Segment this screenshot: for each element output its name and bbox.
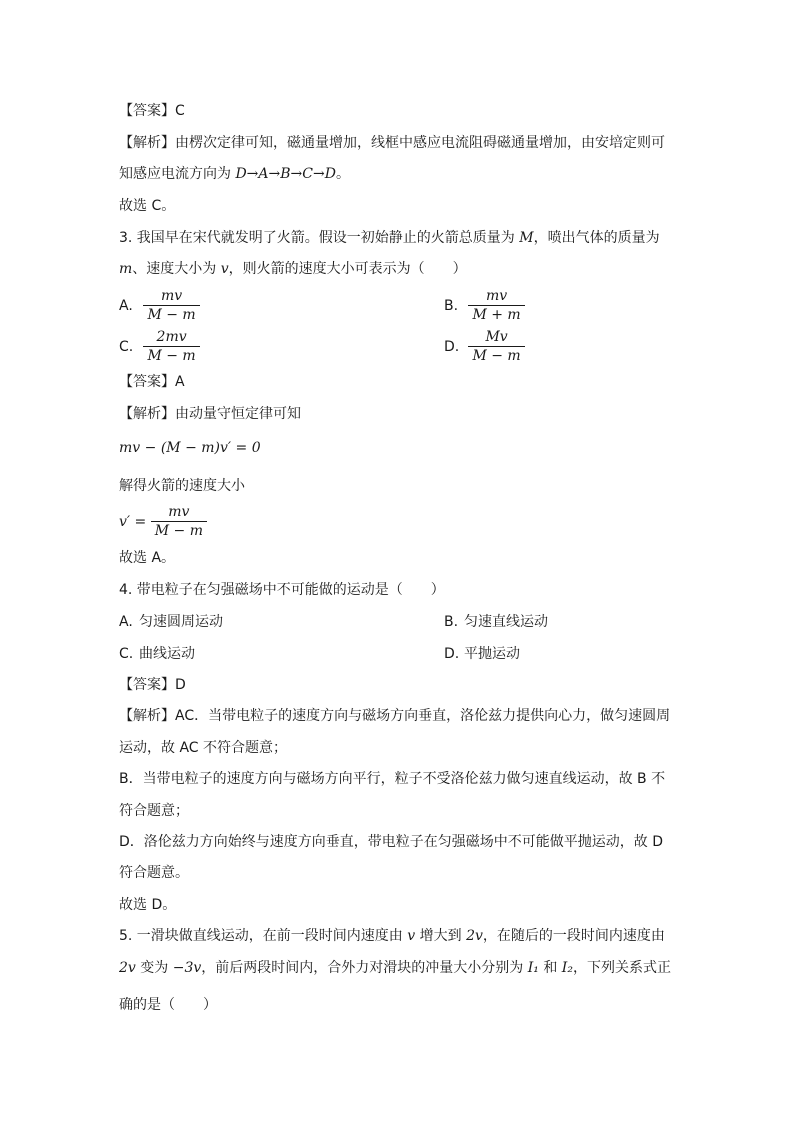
analysis-text: 由动量守恒定律可知 <box>175 406 301 422</box>
option-label: C. <box>119 646 134 662</box>
q4-option-b <box>444 611 548 631</box>
numerator: mv <box>168 504 190 520</box>
q3-option-a <box>119 288 200 324</box>
q3-text: 、速度大小为 <box>132 261 221 277</box>
q3-result <box>119 504 207 540</box>
q5-var-2v: 2v <box>119 960 136 976</box>
q4-analysis-line-1 <box>119 706 670 726</box>
q4-answer-line <box>119 675 186 695</box>
analysis-label: 【解析】 <box>119 708 175 724</box>
q3-option-d <box>444 329 525 365</box>
q5-stem-line-3: 确的是（ ） <box>119 997 217 1013</box>
q3-option-b <box>444 288 525 324</box>
numerator: Mv <box>485 329 508 345</box>
analysis-line-1 <box>119 133 665 153</box>
q3-stem-line-1 <box>119 228 660 248</box>
denominator: M + m <box>468 305 524 324</box>
option-text: 平抛运动 <box>464 646 520 662</box>
q5-text: 5. 一滑块做直线运动，在前一段时间内速度由 <box>119 928 408 944</box>
q5-text: ，下列关系式正 <box>572 960 671 976</box>
q5-text: 增大到 <box>415 928 467 944</box>
denominator: M − m <box>468 346 524 365</box>
option-label: D. <box>444 646 460 662</box>
numerator: mv <box>485 288 508 304</box>
q5-var-v: v <box>407 928 416 944</box>
analysis-text: 由楞次定律可知，磁通量增加，线框中感应电流阻碍磁通量增加，由安培定则可 <box>175 135 665 151</box>
fraction <box>151 504 207 540</box>
answer-value: C <box>175 103 185 119</box>
denominator: M − m <box>143 305 199 324</box>
q5-stem-line-2 <box>119 958 671 978</box>
analysis-text: AC．当带电粒子的速度方向与磁场方向垂直，洛伦兹力提供向心力，做匀速圆周 <box>175 708 671 724</box>
q5-var-2v: 2v <box>466 928 483 944</box>
q4-conclusion: 故选 D。 <box>119 897 177 913</box>
q5-var-I2: I₂ <box>561 960 573 976</box>
option-text: 曲线运动 <box>139 646 195 662</box>
q3-stem-line-2 <box>119 259 467 279</box>
numerator: 2mv <box>156 329 187 345</box>
q5-var-minus-3v: −3v <box>172 960 202 976</box>
q3-solve-text: 解得火箭的速度大小 <box>119 478 245 494</box>
q3-text: ，喷出气体的质量为 <box>533 230 660 246</box>
option-label: B. <box>444 614 459 630</box>
q4-analysis-line-2: 运动，故 AC 不符合题意； <box>119 740 288 756</box>
result-lhs: v′ = <box>119 514 147 530</box>
option-label: C. <box>119 339 134 355</box>
q3-var-M: M <box>519 230 534 246</box>
q3-var-v: v <box>220 261 229 277</box>
q5-text: 变为 <box>135 960 173 976</box>
q3-text: 3. 我国早在宋代就发明了火箭。假设一初始静止的火箭总质量为 <box>119 230 520 246</box>
q5-text: 和 <box>538 960 562 976</box>
q3-var-m: m <box>119 261 133 277</box>
option-text: 匀速圆周运动 <box>139 614 223 630</box>
denominator: M − m <box>143 346 199 365</box>
analysis-label: 【解析】 <box>119 406 175 422</box>
q5-text: ，在随后的一段时间内速度由 <box>482 928 665 944</box>
option-label: A. <box>119 298 133 314</box>
answer-label: 【答案】 <box>119 374 175 390</box>
analysis-text: 知感应电流方向为 <box>119 166 236 182</box>
q4-stem: 4. 带电粒子在匀强磁场中不可能做的运动是（ ） <box>119 582 445 598</box>
q4-option-c <box>119 643 195 663</box>
q3-conclusion: 故选 A。 <box>119 550 176 566</box>
denominator: M − m <box>151 521 207 540</box>
answer-line <box>119 101 185 121</box>
option-label: A. <box>119 614 133 630</box>
option-label: B. <box>444 298 459 314</box>
analysis-text-end: 。 <box>335 166 350 182</box>
q4-option-a <box>119 611 223 631</box>
current-path: D→A→B→C→D <box>235 166 336 182</box>
q4-analysis-line-5: D．洛伦兹力方向始终与速度方向垂直，带电粒子在匀强磁场中不可能做平抛运动，故 D <box>119 834 664 850</box>
q5-text: ，前后两段时间内，合外力对滑块的冲量大小分别为 <box>201 960 528 976</box>
answer-value: A <box>175 374 185 390</box>
option-text: 匀速直线运动 <box>464 614 548 630</box>
answer-label: 【答案】 <box>119 103 175 119</box>
q3-text: ，则火箭的速度大小可表示为（ ） <box>228 261 467 277</box>
q4-option-d <box>444 643 520 663</box>
q4-analysis-line-4: 符合题意； <box>119 803 189 819</box>
analysis-label: 【解析】 <box>119 135 175 151</box>
fraction <box>468 288 524 324</box>
fraction <box>468 329 524 365</box>
option-label: D. <box>444 339 460 355</box>
analysis-line-2 <box>119 164 350 184</box>
q5-stem-line-1 <box>119 926 665 946</box>
q5-var-I1: I₁ <box>527 960 539 976</box>
answer-value: D <box>175 677 186 693</box>
q3-answer-line <box>119 372 185 392</box>
numerator: mv <box>160 288 183 304</box>
conclusion-prev: 故选 C。 <box>119 198 176 214</box>
q3-equation: mv − (M − m)v′ = 0 <box>119 440 261 456</box>
q4-analysis-line-6: 符合题意。 <box>119 865 189 881</box>
q4-analysis-line-3: B．当带电粒子的速度方向与磁场方向平行，粒子不受洛伦兹力做匀速直线运动，故 B 不 <box>119 771 666 787</box>
fraction <box>143 288 199 324</box>
answer-label: 【答案】 <box>119 677 175 693</box>
fraction <box>143 329 199 365</box>
q3-analysis-line <box>119 404 301 424</box>
q3-option-c <box>119 329 200 365</box>
